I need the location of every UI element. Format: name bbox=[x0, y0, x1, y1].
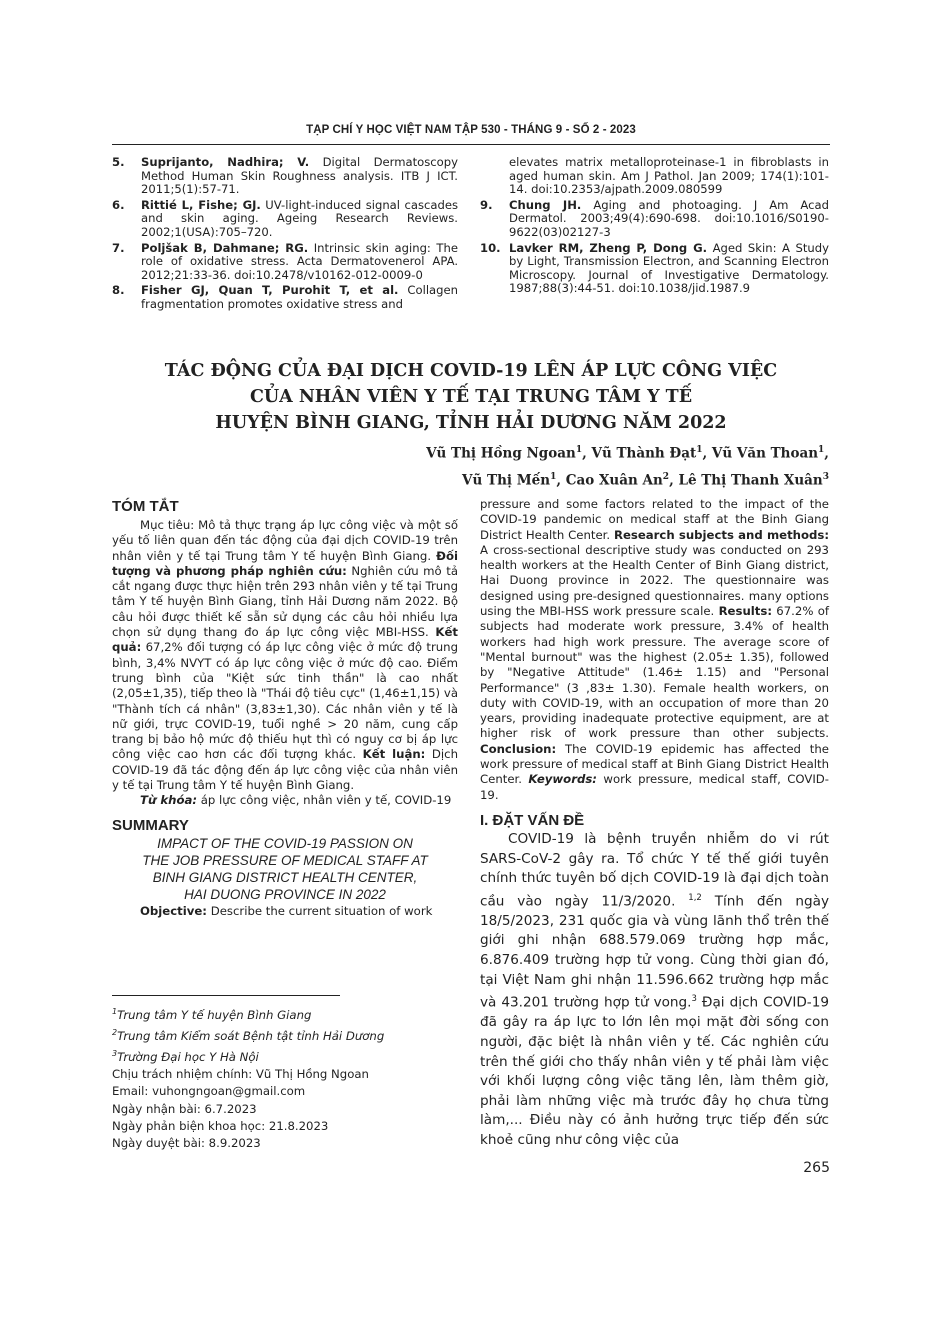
author-affiliation: 1 bbox=[550, 471, 557, 482]
conclusion-label: Conclusion: bbox=[480, 741, 557, 756]
abstract-heading: TÓM TẮT bbox=[112, 498, 179, 515]
introduction-body: COVID-19 là bệnh truyền nhiễm do vi rút SARS-CoV-2 gây ra. Tổ chức Y tế thế giới tuyên chính thức tuyên bố dịch COVID-19 là đại dịch toàn cầu vào ngày 11/3/2020. $^{1,2}$ Tính đến ngày 18/5/2023, 231 quốc gia và vùng lãnh thổ trên thế giới ghi nhận 688.579.069 trường hợp mắc, 6.876.409 trường hợp tử vong. Cùng thời gian đó, tại Việt Nam ghi nhận 11.596.662 trường hợp mắc và 43.201 trường hợp tử vong.$^3$ Đại dịch COVID-19 đã gây ra áp lực to lớn lên mọi mặt đời sống con người, đặc biệt là nhân viên y tế. Các nghiên cứu trên thế giới cho thấy nhân viên y tế phải làm việc với khối lượng công việc tăng lên, làm thêm giờ, phải làm những việc mà trước đây họ chưa từng làm,... Điều này có ảnh hưởng trực tiếp đến sức khoẻ cũng như công việc của bbox=[480, 830, 830, 1148]
reference-text: Digital Dermatoscopy Method Human Skin Roughness analysis. ITB J ICT. 2011;5(1):57-71. bbox=[141, 155, 458, 197]
date-reviewed: Ngày phản biện khoa học: 21.8.2023 bbox=[112, 1118, 329, 1133]
reference-authors: Poljšak B, Dahmane; RG. bbox=[141, 240, 309, 255]
reference-text: Collagen fragmentation promotes oxidative stress and bbox=[141, 283, 459, 311]
abstract-vietnamese bbox=[112, 498, 458, 919]
references-right bbox=[480, 156, 829, 296]
author-line: Vũ Thị Mến$^1$, Cao Xuân An$^2$, Lê Thị Thanh Xuân$^3$ bbox=[462, 471, 829, 488]
reference-number: 7. bbox=[112, 240, 125, 255]
date-accepted: Ngày duyệt bài: 8.9.2023 bbox=[112, 1136, 261, 1151]
reference-authors: Lavker RM, Zheng P, Dong G. bbox=[509, 240, 708, 255]
summary-title-line: IMPACT OF THE COVID-19 PASSION ON bbox=[157, 835, 413, 851]
paper-title bbox=[112, 358, 830, 436]
author-list bbox=[330, 439, 829, 492]
author-affiliation: 1 bbox=[818, 445, 825, 455]
footnotes bbox=[112, 1003, 458, 1152]
summary-title bbox=[112, 835, 458, 903]
reference-number: 10. bbox=[480, 240, 501, 255]
abstract-body: Mục tiêu: Mô tả thực trạng áp lực công việc và một số yếu tố liên quan đến tác động của đại dịch COVID-19 trên nhân viên y tế tại Trung tâm Y tế huyện Bình Giang. Đối tượng và phương pháp nghiên cứu: Nghiên cứu mô tả cắt ngang được thực hiện trên 293 nhân viên y tế tại Trung tâm Y tế huyện Bình Giang, tỉnh Hải Dương năm 2022. Bộ câu hỏi được thiết kế sẵn sử dụng các câu hỏi nhiều lựa chọn sử dụng thang đo áp lực công việc MBI-HSS. Kết quả: 67,2% đối tượng có áp lực công việc ở mức độ trung bình, 3,4% NVYT có áp lực công việc ở mức độ cao. Điểm trung bình của "Kiệt sức tinh thần" là cao nhất (2,05±1,35), tiếp theo là "Thái độ tiêu cực" (1,46±1,15) và "Thành tích cá nhân" (3,83±1,30). Các nhân viên y tế là nữ giới, trực COVID-19, tuổi nghề > 20 năm, cung cấp trang bị bảo hộ mức độ thiếu hụt thì có nguy cơ bị áp lực công việc cao hơn các đối tượng khác. Kết luận: Dịch COVID-19 đã tác động đến áp lực công việc của nhân viên y tế tại Trung tâm Y tế huyện Bình Giang. bbox=[112, 518, 459, 793]
author-affiliation: 1 bbox=[696, 445, 703, 455]
author-name: Cao Xuân An bbox=[565, 472, 663, 488]
reference-authors: Suprijanto, Nadhira; V. bbox=[141, 155, 310, 169]
reference-text: Aged Skin: A Study by Light, Transmission Electron, and Scanning Electron Microscopy. Journal of Investigative Dermatology. 1987;88(3):44-51. doi:10.1038/jid.1987.9 bbox=[509, 240, 829, 296]
author-line: Vũ Thị Hồng Ngoan$^1$, Vũ Thành Đạt$^1$, Vũ Văn Thoan$^1$, bbox=[426, 445, 829, 462]
author-name: Lê Thị Thanh Xuân bbox=[678, 472, 823, 488]
results-label: Kết quả: bbox=[112, 625, 458, 655]
reference-continuation: elevates matrix metalloproteinase-1 in fibroblasts in aged human skin. Am J Pathol. Jan 2009; 174(1):101-14. doi:10.2353/ajpath.2009.080599 bbox=[509, 155, 829, 197]
objective-label: Mục tiêu bbox=[140, 518, 191, 532]
summary-title-line: HAI DUONG PROVINCE IN 2022 bbox=[184, 886, 386, 902]
citation: 3 bbox=[691, 994, 697, 1005]
reference-item bbox=[112, 156, 458, 197]
reference-text: Aging and photoaging. J Am Acad Dermatol. 2003;49(4):690-698. doi:10.1016/S0190-9622(03)02127-3 bbox=[509, 197, 829, 239]
summary-title-line: BINH GIANG DISTRICT HEALTH CENTER, bbox=[152, 869, 418, 885]
author-affiliation: 3 bbox=[822, 471, 829, 482]
reference-item bbox=[480, 242, 829, 296]
keywords-vi: Từ khóa: áp lực công việc, nhân viên y tế, COVID-19 bbox=[140, 793, 452, 808]
objective-label: Objective: bbox=[140, 903, 207, 918]
author-affiliation: 2 bbox=[662, 471, 670, 482]
results-label: Results: bbox=[718, 604, 772, 619]
affiliation-note: $^3$Trường Đại học Y Hà Nội bbox=[112, 1049, 259, 1065]
summary-heading: SUMMARY bbox=[112, 816, 189, 834]
footnote-divider bbox=[112, 995, 340, 996]
reference-number: 5. bbox=[112, 155, 125, 169]
methods-label: Research subjects and methods: bbox=[613, 527, 829, 542]
reference-text: Intrinsic skin aging: The role of oxidative stress. Acta Dermatovenerol APA. 2012;21:33-36. doi:10.2478/v10162-012-0009-0 bbox=[141, 240, 458, 282]
reference-text: UV-light-induced signal cascades and skin aging. Ageing Research Reviews. 2002;1(USA):705–720. bbox=[141, 197, 458, 239]
email: Email: vuhongngoan@gmail.com bbox=[112, 1084, 306, 1099]
reference-item bbox=[112, 199, 458, 240]
summary-body-start: Objective: Describe the current situation of work bbox=[140, 903, 433, 918]
citation: 1,2 bbox=[688, 892, 702, 903]
conclusion-label: Kết luận: bbox=[362, 747, 426, 762]
reference-authors: Chung JH. bbox=[509, 197, 582, 212]
reference-number: 8. bbox=[112, 283, 125, 298]
reference-item bbox=[112, 242, 458, 283]
affiliation-note: $^1$Trung tâm Y tế huyện Bình Giang bbox=[112, 1007, 312, 1022]
author-name: Vũ Thị Hồng Ngoan bbox=[426, 445, 576, 462]
keywords-label: Keywords: bbox=[528, 772, 597, 787]
author-name: Vũ Văn Thoan bbox=[711, 445, 819, 462]
corresponding-author: Chịu trách nhiệm chính: Vũ Thị Hồng Ngoan bbox=[112, 1067, 369, 1082]
summary-body: pressure and some factors related to the impact of the COVID-19 pandemic on medical staff at the Binh Giang District Health Center. Research subjects and methods: A cross-sectional descriptive study was conducted on 293 health workers at the Health Center of Binh Giang district, Hai Duong province in 2022. The questionnaire was designed using pre-designed questionnaires. many options using the MBI-HSS work pressure scale. Results: 67.2% of subjects had moderate work pressure, 3.4% of health workers had high work pressure. The average score of "Mental burnout" was the highest (2.05± 1.35), followed by "Negative Attitude" (1.46± 1.15) and "Personal Performance" (3 ,83± 1.30). Female health workers, on duty with COVID-19, with an occupation of more than 20 years, providing inadequate protective equipment, are at higher risk of work pressure than other subjects. Conclusion: The COVID-19 epidemic has affected the work pressure of medical staff at Binh Giang District Health Center. Keywords: work pressure, medical staff, COVID-19. bbox=[480, 497, 830, 802]
author-name: Vũ Thị Mến bbox=[462, 472, 551, 488]
reference-number: 9. bbox=[480, 197, 493, 212]
summary-title-line: THE JOB PRESSURE OF MEDICAL STAFF AT bbox=[142, 852, 428, 868]
date-received: Ngày nhận bài: 6.7.2023 bbox=[112, 1101, 257, 1116]
header-divider bbox=[112, 144, 830, 145]
reference-authors: Rittié L, Fishe; GJ. bbox=[141, 197, 261, 212]
author-name: Vũ Thành Đạt bbox=[591, 445, 697, 462]
title-line: TÁC ĐỘNG CỦA ĐẠI DỊCH COVID-19 LÊN ÁP LỰC CÔNG VIỆC bbox=[164, 361, 778, 381]
author-affiliation: 1 bbox=[575, 445, 583, 455]
page-number: 265 bbox=[803, 1160, 830, 1176]
title-line: HUYỆN BÌNH GIANG, TỈNH HẢI DƯƠNG NĂM 2022 bbox=[215, 413, 727, 433]
reference-item bbox=[480, 199, 829, 240]
introduction-heading: I. ĐẶT VẤN ĐỀ bbox=[480, 811, 585, 829]
methods-label: Đối tượng và phương pháp nghiên cứu: bbox=[112, 548, 458, 578]
title-line: CỦA NHÂN VIÊN Y TẾ TẠI TRUNG TÂM Y TẾ bbox=[249, 387, 693, 407]
reference-number: 6. bbox=[112, 197, 125, 212]
references-left bbox=[112, 156, 458, 312]
summary-continuation bbox=[480, 497, 829, 1151]
reference-item bbox=[112, 284, 458, 311]
reference-authors: Fisher GJ, Quan T, Purohit T, et al. bbox=[141, 283, 399, 298]
affiliation-note: $^2$Trung tâm Kiểm soát Bệnh tật tỉnh Hải Dương bbox=[112, 1028, 385, 1043]
running-header: TẠP CHÍ Y HỌC VIỆT NAM TẬP 530 - THÁNG 9 - SỐ 2 - 2023 bbox=[306, 124, 636, 136]
keywords-label: Từ khóa: bbox=[140, 793, 198, 808]
